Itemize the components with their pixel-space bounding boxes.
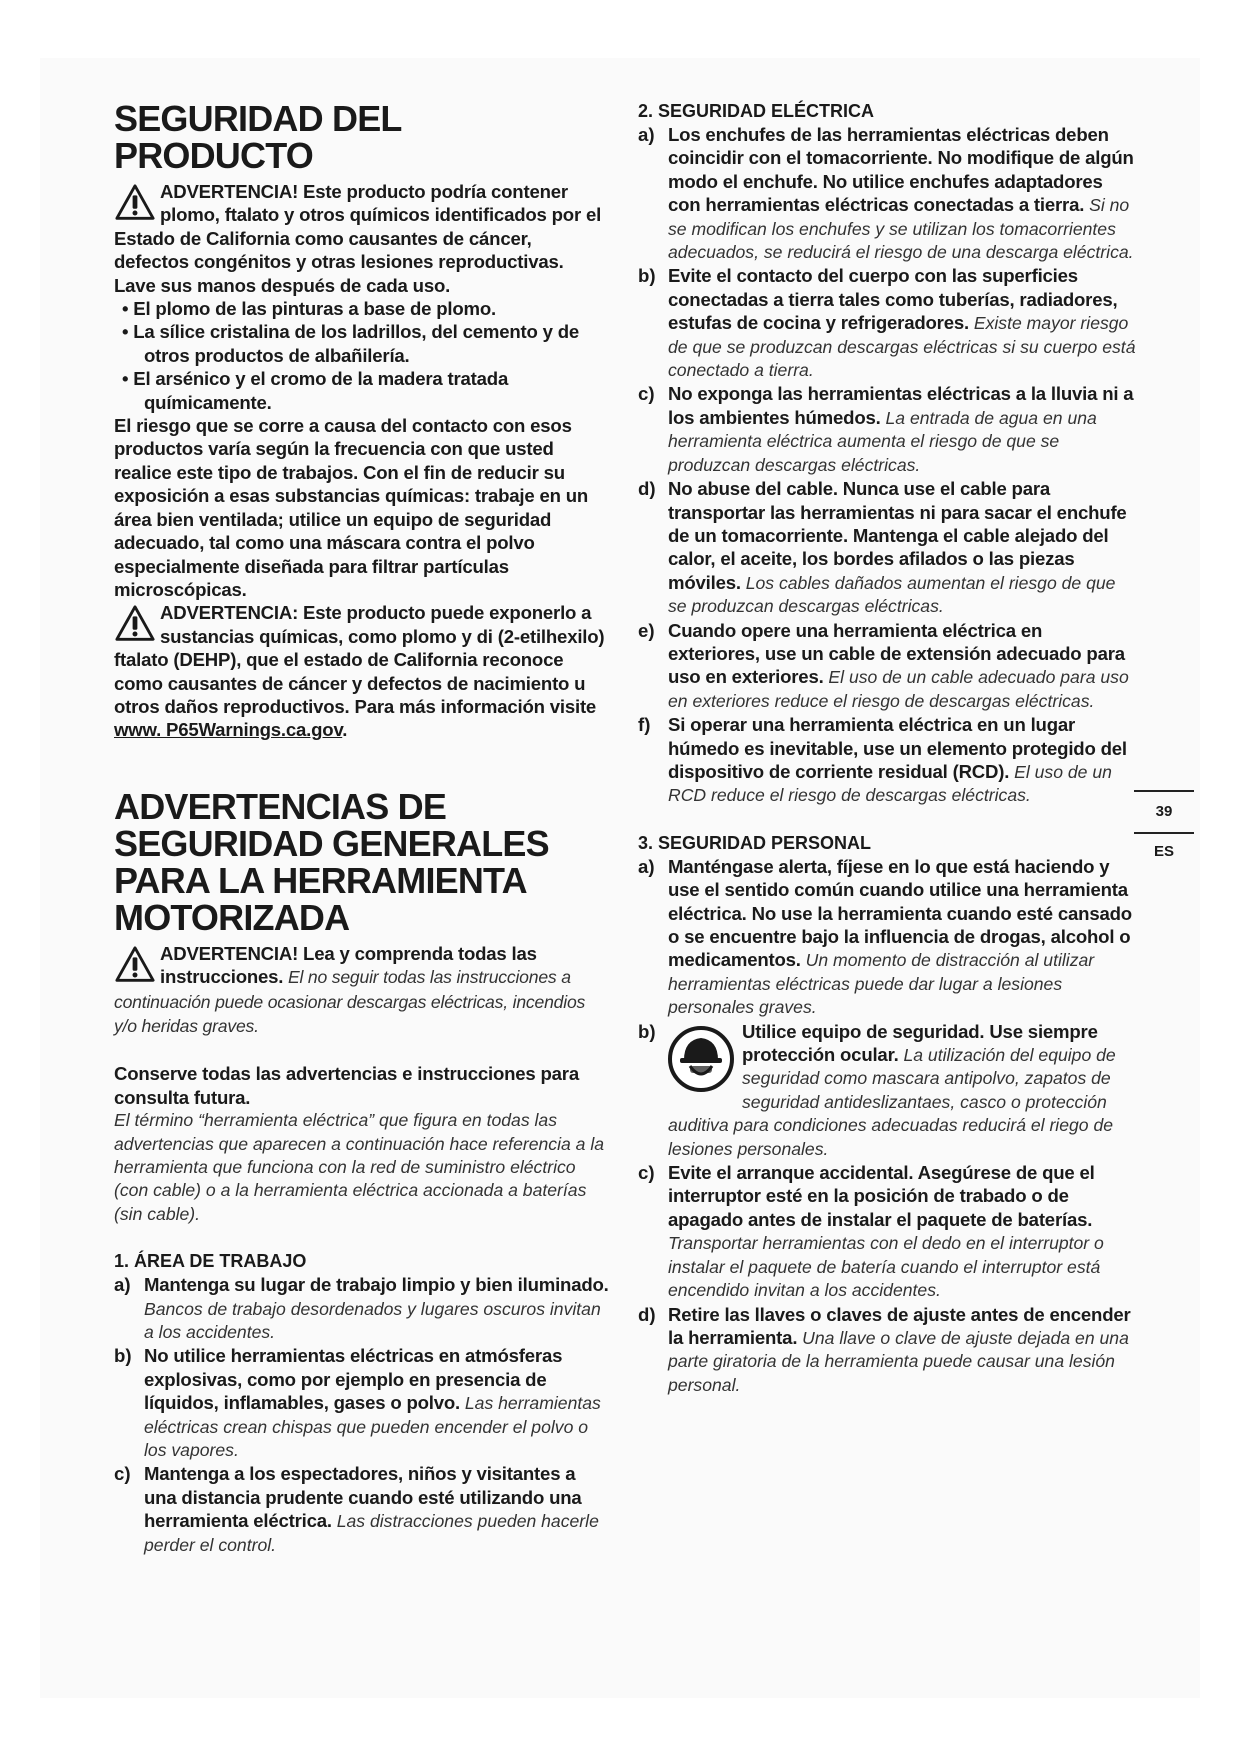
warning-triangle-icon [114,603,156,645]
list-item: f) Si operar una herramienta eléctrica en un lugar húmedo es inevitable, use un elemento protegido del dispositivo de corriente residual (RCD). El uso de un RCD reduce el riesgo de descargas eléctricas. [638,714,1127,806]
list-item: d) No abuse del cable. Nunca use el cable para transportar las herramientas ni para sacar el enchufe de un tomacorriente. Mantenga el cable alejado del calor, el aceite, los bordes afilados o las piezas móviles. Los cables dañados aumentan el riesgo de que se produzcan descargas eléctricas. [638,478,1127,617]
list-item: e) Cuando opere una herramienta eléctrica en exteriores, use un cable de extensión adecuado para uso en exteriores. El uso de un cable adecuado para uso en exteriores reduce el riesgo de descargas eléctricas. [638,619,1129,711]
list-item: a) Manténgase alerta, fíjese en lo que está haciendo y use el sentido común cuando utilice una herramienta eléctrica. No use la herramienta cuando esté cansado o se encuentre bajo la influencia de drogas, alcohol o medicamentos. Un momento de distracción al utilizar herramientas eléctricas puede dar lugar a lesiones personales graves. [638,855,1132,1018]
list-item: b) Utilice equipo de seguridad. Use siempre protección ocular. La utilización del equipo de seguridad como mascara antipolvo, zapatos de seguridad antideslizantaes, casco o protección auditiva para condiciones adecuadas reducirá el riego de lesiones personales. [638,1020,1116,1159]
list-item: b) No utilice herramientas eléctricas en atmósferas explosivas, como por ejemplo en presencia de líquidos, inflamables, gases o polvo. Las herramientas eléctricas crean chispas que pueden encender el polvo o los vapores. [114,1345,601,1461]
language-tab: ES [1153,843,1174,860]
warning-triangle-icon [114,944,156,986]
list-item: • El plomo de las pinturas a base de plomo. [122,298,496,320]
list-item: • El arsénico y el cromo de la madera tratada químicamente. [122,368,509,413]
p65-link[interactable]: www. P65Warnings.ca.gov [114,719,343,741]
risk-paragraph: El riesgo que se corre a causa del contacto con esos productos varía según la frecuencia con que usted realice este tipo de trabajos. Con el fin de reducir su exposición a esas substancias químicas: trabaje en un área bien ventilada; utilice un equipo de seguridad adecuado, tal como una máscara contra el polvo especialmente diseñada para filtrar partículas microscópicas. [114,415,589,600]
warning-lead: ADVERTENCIA! Este producto podría contener plomo, ftalato y otros químicos identificados por el Estado de California como causantes de cáncer, defectos congénitos y otras lesiones reproductivas. Lave sus manos después de cada uso. [114,181,602,296]
list-item: • La sílice cristalina de los ladrillos, del cemento y de otros productos de albañilería. [122,321,580,366]
read-instructions-warning: ADVERTENCIA! Lea y comprenda todas las instrucciones. El no seguir todas las instrucciones a continuación puede ocasionar descargas eléctricas, incendios y/o heridas graves. [114,942,586,1036]
work-area-title: 1. ÁREA DE TRABAJO [114,1251,307,1272]
power-tool-definition: El término “herramienta eléctrica” que figura en todas las advertencias que aparecen a continuación hace referencia a la herramienta que funciona con la red de suministro eléctrico (con cable) o a la herramienta eléctrica accionada a baterías (sin cable). [114,1110,605,1224]
electrical-safety-title: 2. SEGURIDAD ELÉCTRICA [638,101,875,121]
product-safety-title: SEGURIDAD DEL PRODUCTO [114,98,402,176]
warning-triangle-icon [114,182,156,224]
list-item: c) Evite el arranque accidental. Asegúrese de que el interruptor esté en la posición de trabado o de apagado antes de instalar el paquete de baterías. Transportar herramientas con el dedo en el interruptor o instalar el paquete de batería cuando el interruptor está encendido invitan a los accidentes. [638,1162,1104,1301]
right-column [638,100,1138,1397]
hazard-list [114,297,610,414]
list-item: a) Mantenga su lugar de trabajo limpio y bien iluminado. Bancos de trabajo desordenados y lugares oscuros invitan a los accidentes. [114,1274,609,1343]
keep-instructions: Conserve todas las advertencias e instrucciones para consulta futura. [114,1063,579,1108]
personal-safety-title: 3. SEGURIDAD PERSONAL [638,832,872,853]
list-item: a) Los enchufes de las herramientas eléctricas deben coincidir con el tomacorriente. No modifique de algún modo el enchufe. No utilice enchufes adaptadores con herramientas eléctricas conectadas a tierra. Si no se modifican los enchufes y se utilizan los tomacorrientes adecuados, se reducirá el riesgo de una descarga eléctrica. [638,124,1134,263]
general-warnings-title: ADVERTENCIAS DE SEGURIDAD GENERALES PARA LA HERRAMIENTA MOTORIZADA [114,785,549,938]
prop65-warning: ADVERTENCIA: Este producto puede exponerlo a sustancias químicas, como plomo y di (2-etilhexilo) ftalato (DEHP), que el estado de California reconoce como causantes de cáncer y defectos de nacimiento u otros daños reproductivos. Para más información visite www. P65Warnings.ca.gov. [114,602,605,741]
safety-helmet-icon [666,1024,736,1094]
side-divider [1134,790,1194,792]
list-item: d) Retire las llaves o claves de ajuste antes de encender la herramienta. Una llave o clave de ajuste dejada en una parte giratoria de la herramienta puede causar una lesión personal. [638,1303,1131,1395]
list-item: c) No exponga las herramientas eléctricas a la lluvia ni a los ambientes húmedos. La entrada de agua en una herramienta eléctrica aumenta el riesgo de que se produzcan descargas eléctricas. [638,383,1134,475]
side-divider [1134,832,1194,834]
list-item: b) Evite el contacto del cuerpo con las superficies conectadas a tierra tales como tuberías, radiadores, estufas de cocina y refrigeradores. Existe mayor riesgo de que se produzcan descargas eléctricas si su cuerpo está conectado a tierra. [638,265,1136,381]
list-item: c) Mantenga a los espectadores, niños y visitantes a una distancia prudente cuando esté utilizando una herramienta eléctrica. Las distracciones pueden hacerle perder el control. [114,1463,599,1555]
page-number: 39 [1155,803,1173,820]
left-column [114,100,610,1557]
